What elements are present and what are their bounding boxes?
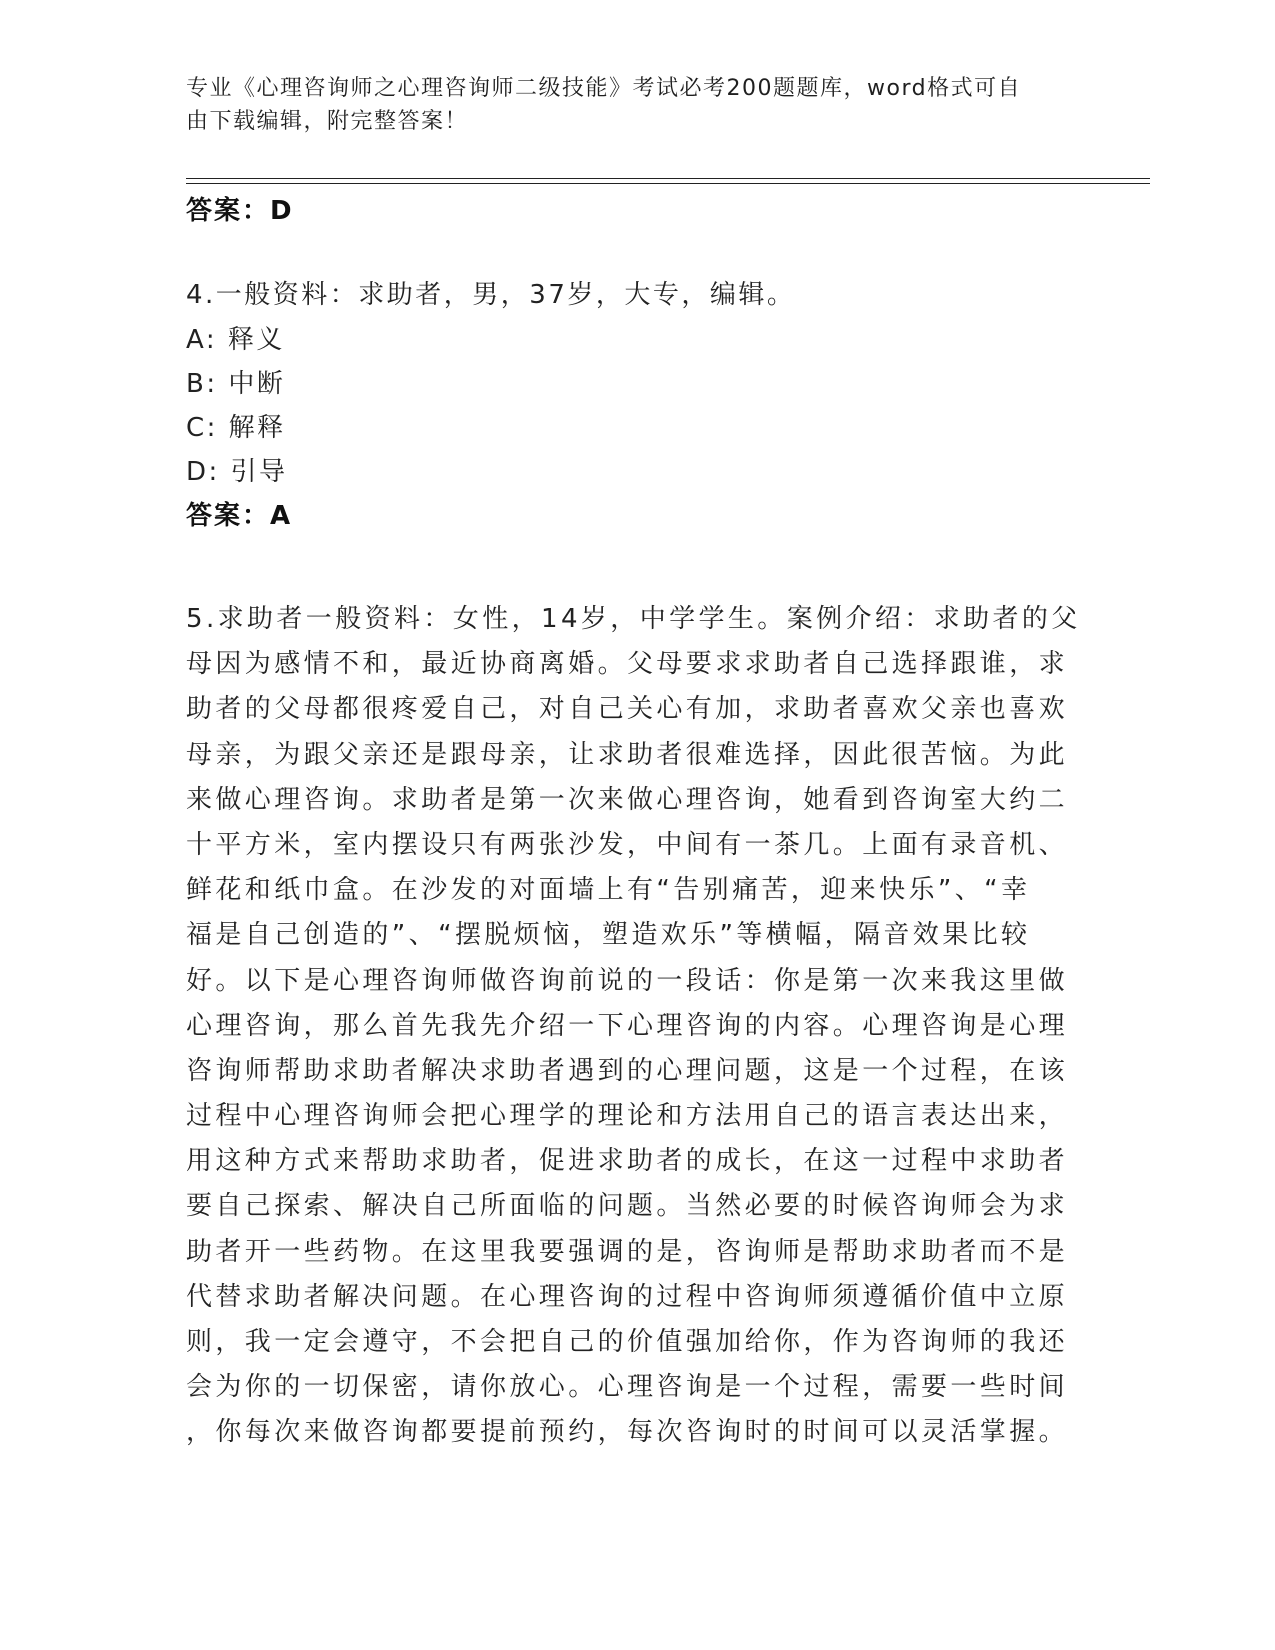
q5-line: 来做心理咨询。求助者是第一次来做心理咨询，她看到咨询室大约二 bbox=[186, 784, 1069, 815]
header-divider-top bbox=[186, 178, 1150, 179]
q5-line: 母亲，为跟父亲还是跟母亲，让求助者很难选择，因此很苦恼。为此 bbox=[186, 739, 1069, 770]
header-line-2: 由下载编辑，附完整答案！ bbox=[186, 109, 469, 134]
page-header bbox=[186, 72, 1066, 138]
q4-stem: 4.一般资料：求助者，男，37岁，大专，编辑。 bbox=[186, 280, 796, 310]
q5-line: 十平方米，室内摆设只有两张沙发，中间有一茶几。上面有录音机、 bbox=[186, 829, 1069, 860]
q5-line: 心理咨询，那么首先我先介绍一下心理咨询的内容。心理咨询是心理 bbox=[186, 1010, 1069, 1041]
header-line-1: 专业《心理咨询师之心理咨询师二级技能》考试必考200题题库，word格式可自 bbox=[186, 76, 1022, 101]
q5-line: 用这种方式来帮助求助者，促进求助者的成长，在这一过程中求助者 bbox=[186, 1146, 1069, 1177]
q5-line: 助者的父母都很疼爱自己，对自己关心有加，求助者喜欢父亲也喜欢 bbox=[186, 694, 1069, 725]
q5-line: 过程中心理咨询师会把心理学的理论和方法用自己的语言表达出来， bbox=[186, 1101, 1069, 1132]
q5-line: 助者开一些药物。在这里我要强调的是，咨询师是帮助求助者而不是 bbox=[186, 1236, 1069, 1267]
q5-line: 福是自己创造的”、“摆脱烦恼，塑造欢乐”等横幅，隔音效果比较 bbox=[186, 920, 1031, 951]
q5-line: 则，我一定会遵守，不会把自己的价值强加给你，作为咨询师的我还 bbox=[186, 1327, 1069, 1357]
q5-line: ，你每次来做咨询都要提前预约，每次咨询时的时间可以灵活掌握。 bbox=[186, 1417, 1069, 1448]
q5-line: 鲜花和纸巾盒。在沙发的对面墙上有“告别痛苦，迎来快乐”、“幸 bbox=[186, 875, 1031, 906]
q5-line: 要自己探索、解决自己所面临的问题。当然必要的时候咨询师会为求 bbox=[186, 1191, 1069, 1222]
q5-line: 好。以下是心理咨询师做咨询前说的一段话：你是第一次来我这里做 bbox=[186, 965, 1069, 996]
q4-option-c: C: 解释 bbox=[186, 413, 286, 443]
q5-line: 代替求助者解决问题。在心理咨询的过程中咨询师须遵循价值中立原 bbox=[186, 1281, 1069, 1312]
q5-paragraph bbox=[186, 597, 1081, 1456]
q4-answer: 答案：A bbox=[186, 501, 293, 531]
header-divider-bottom bbox=[186, 183, 1150, 184]
q5-line: 5.求助者一般资料：女性，14岁，中学学生。案例介绍：求助者的父 bbox=[186, 604, 1081, 634]
q5-line: 咨询师帮助求助者解决求助者遇到的心理问题，这是一个过程，在该 bbox=[186, 1055, 1069, 1086]
q5-line: 母因为感情不和，最近协商离婚。父母要求求助者自己选择跟谁，求 bbox=[186, 649, 1069, 680]
q3-answer: 答案：D bbox=[186, 196, 294, 226]
q4-option-d: D: 引导 bbox=[186, 457, 288, 487]
q4-option-a: A: 释义 bbox=[186, 325, 285, 355]
q5-line: 会为你的一切保密，请你放心。心理咨询是一个过程，需要一些时间 bbox=[186, 1372, 1069, 1403]
q4-option-b: B: 中断 bbox=[186, 369, 286, 399]
